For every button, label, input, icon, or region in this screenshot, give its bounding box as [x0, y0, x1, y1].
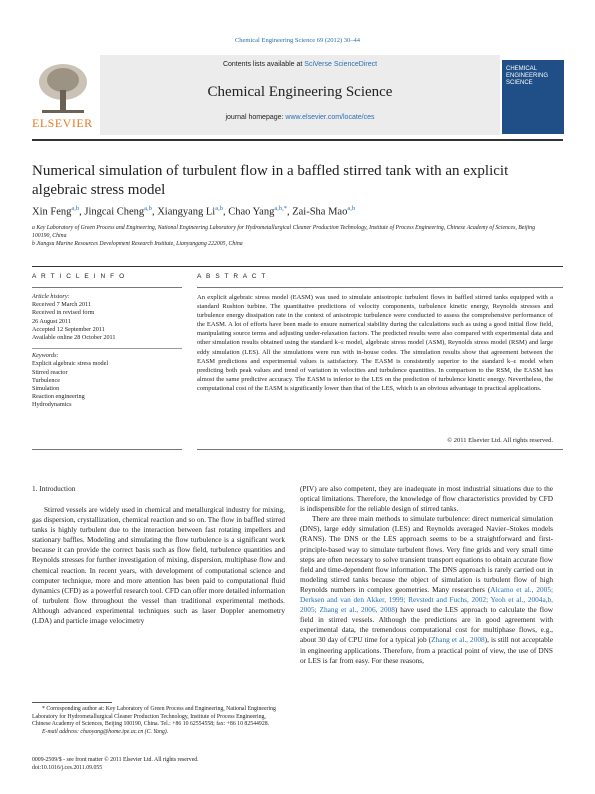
sciencedirect-link[interactable]: SciVerse ScienceDirect [304, 61, 378, 68]
journal-reference[interactable]: Chemical Engineering Science 69 (2012) 30–44 [234, 37, 361, 44]
homepage-label: journal homepage: [225, 114, 286, 121]
email-address[interactable]: E-mail address: chaoyang@home.ipe.ac.cn (C. Yang). [42, 728, 169, 735]
homepage-link[interactable]: www.elsevier.com/locate/ces [285, 114, 375, 121]
journal-cover-thumbnail [502, 60, 564, 134]
history-label: Article history: [32, 293, 70, 300]
footnote-rule [32, 702, 112, 703]
header-rule [32, 139, 563, 141]
intro-paragraph-1: Stirred vessels are widely used in chemical and metallurgical industry for mixing, gas dispersion, crystallization, chemical reaction and so on. The flow in baffled stirred tanks is highly turbulent due to the interaction between fast rotating impellers and stationary baffles. Modeling and simulating the flow turbulence is a significant work because it can provide the correct basis such as flow field, turbulence quantities and Reynolds stresses for further investigation of mixing, dispersion, multiphase flow and chemical reaction. In recent years, with development of computational science and computer technique, more and more attention has been paid to computational fluid dynamics (CFD) as a powerful research tool. CFD can offer more detailed information of turbulent flow throughout the vessel than traditional experimental methods. Although advanced experimental techniques such as laser Doppler anemometry (LDA) and particle image velocimetry [32, 505, 285, 626]
author: Xiangyang Li [157, 206, 216, 218]
keyword: Turbulence [32, 376, 60, 384]
author-affiliation-mark[interactable]: a,b [144, 205, 152, 212]
keyword: Reaction engineering [32, 393, 85, 401]
publisher-name: ELSEVIER [32, 116, 93, 130]
intro-paragraph-continued: (PIV) are also competent, they are inadequate in most industrial situations due to the optical limitations. Therefore, the knowledge of flow characteristics provided by CFD is indispensible for the reliable design of stirred tanks. [300, 484, 553, 514]
citation-link[interactable]: Zhang et al., 2008 [431, 635, 485, 645]
issn-line: 0009-2509/$ - see front matter © 2011 Elsevier Ltd. All rights reserved. [32, 757, 199, 763]
right-column [300, 484, 553, 666]
info-divider [32, 342, 182, 349]
keyword: Explicit algebraic stress model [32, 360, 109, 368]
journal-homepage [100, 114, 500, 121]
info-rule [32, 287, 182, 288]
author-list: Xin Feng$^{a,b}$, Jingcai Cheng$^{a,b}$, Xiangyang Li$^{a,b}$, Chao Yang$^{a,b,*}$, Zai-Sha Mao$^{a,b}$ [32, 205, 356, 218]
page-bottom-info [32, 757, 285, 772]
affiliation-a: a Key Laboratory of Green Process and Engineering, National Engineering Laboratory for Hydrometallurgical Cleaner Production Technology, Institute of Process Engineering, Chinese Academy of Sciences, Beijing 100190, China [32, 225, 535, 239]
corresponding-author-note: * Corresponding author at: Key Laboratory of Green Process and Engineering, National Engineering Laboratory for Hydrometallurgical Cleaner Production Technology, Institute of Process Engineering, Chinese Academy of Sciences, Beijing 100190, China. Tel.: +86 10 62554558; fax: +86 10 82544928. [32, 706, 276, 728]
history-item: Received 7 March 2011 [32, 301, 92, 309]
info-end-rule [32, 449, 182, 450]
keyword: Stirred reactor [32, 368, 68, 376]
author: Chao Yang [228, 206, 275, 218]
author-affiliation-mark[interactable]: a,b,* [274, 205, 287, 212]
section-rule [32, 266, 563, 267]
abstract-rule [197, 287, 563, 288]
affiliation-b: b Jiangsu Marine Resources Development Research Institute, Lianyungang 222005, China [32, 241, 243, 247]
keyword: Hydrodynamics [32, 401, 72, 409]
footnote [32, 706, 285, 736]
history-item: Received in revised form [32, 309, 95, 317]
contents-line [100, 61, 500, 68]
intro-paragraph-2 [300, 514, 553, 665]
contents-prefix: Contents lists available at [222, 61, 305, 68]
history-item: Available online 28 October 2011 [32, 334, 116, 342]
history-item: Accepted 12 September 2011 [32, 325, 105, 333]
paragraph-text: There are three main methods to simulate turbulence: direct numerical simulation (DNS), large eddy simulation (LES) and Reynolds averaged Navier–Stokes models (RANS). The DNS or the LES approach seems to be a straightforward and first-principle-based way to simulate turbulent flows. Very fine grids and very small time steps are often necessary to solve transient transport equations to obtain accurate flow field and time-dependent flow information. The DNS approach is rarely carried out in modeling stirred tanks because the object of simulation is turbulent flow of high Reynolds numbers in complex geometries. Many researchers ( [300, 514, 553, 594]
paragraph-text: ) have used the LES approach to calculate the flow field in stirred vessels. Although the predictions are in good agreement with experimental data, the tremendous computational cost for multiphase flows, e.g., about 30 day of CPU time for a typical job ( [300, 605, 554, 645]
citation-link[interactable]: Alcamo et al., 2005; Derksen and van den Akker, 1999; Revstedt and Fuchs, 2002; Yeoh et al., 2004a,b, 2005; Zhang et al., 2006, 2008 [300, 584, 553, 615]
author: Xin Feng [32, 206, 72, 218]
elsevier-tree-logo [32, 60, 94, 116]
abstract-end-rule [197, 449, 563, 450]
author: Jingcai Cheng [84, 206, 145, 218]
article-info-heading: A R T I C L E I N F O [32, 273, 126, 280]
keyword: Simulation [32, 385, 60, 393]
introduction-heading: 1. Introduction [32, 484, 76, 493]
article-title: Numerical simulation of turbulent flow in a baffled stirred tank with an explicit algebraic stress model [32, 163, 509, 198]
article-info [32, 293, 182, 410]
author-affiliation-mark[interactable]: a,b [347, 205, 356, 212]
paragraph-text: ), is still not acceptable in engineering applications. Therefore, from a practical point of view, the use of DNS or LES is far from easy. For these reasons, [300, 635, 554, 665]
journal-title: Chemical Engineering Science [207, 84, 393, 100]
doi-link[interactable]: doi:10.1016/j.ces.2011.09.055 [32, 764, 103, 771]
keywords-label: Keywords: [32, 352, 59, 360]
author-affiliation-mark[interactable]: a,b [215, 205, 223, 212]
abstract-text: An explicit algebraic stress model (EASM) was used to simulate anisotropic turbulent flows in baffled stirred tanks equipped with a standard Rushton turbine. The quantitative predictions of velocity components, turbulence kinetic energy, Reynolds stresses and turbulence energy dissipation rate in the context of anisotropic turbulence were conducted to assess the comprehensive performance of the EASM. A lot of efforts have been made to ensure numerical stability during the calculations such as using a good initial flow field, manipulating source terms and adjusting under-relaxation factors. The predicted results were also compared with experimental data and other simulation results obtained using the standard k–ε model, algebraic stress model (ASM), Reynolds stress model (RSM) and large eddy simulation (LES). All the simulations were run with in-house codes. The simulation results show that agreement between the EASM predictions and experimental values is satisfactory. The EASM is consistently superior to the standard k–ε model when predicting both peak values and trend of variation in velocities and turbulence quantities. In comparison to the RSM, the EASM has almost the same predictive accuracy. The EASM is inferior to the LES on the prediction of turbulence kinetic energy. Nevertheless, the computational cost of the EASM is significantly lower than that of the LES, which is an obvious advantage in practical applications. [197, 294, 553, 392]
author-affiliation-mark[interactable]: a,b [71, 205, 80, 212]
author: Zai-Sha Mao [292, 206, 348, 218]
cover-title: CHEMICAL ENGINEERING SCIENCE [506, 66, 549, 86]
abstract-heading: A B S T R A C T [197, 273, 267, 280]
left-column [32, 505, 285, 626]
history-item: 26 August 2011 [32, 317, 71, 325]
abstract-copyright: © 2011 Elsevier Ltd. All rights reserved. [447, 437, 553, 444]
